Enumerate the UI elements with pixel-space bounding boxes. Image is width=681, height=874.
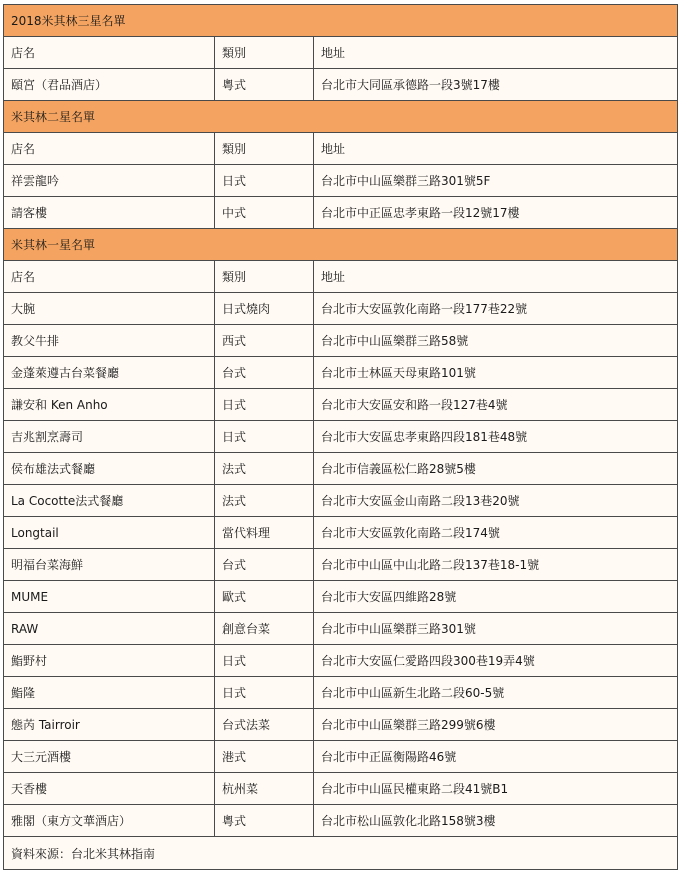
restaurant-address: 台北市中山區樂群三路299號6樓 [314, 709, 678, 741]
restaurant-address: 台北市中山區中山北路二段137巷18-1號 [314, 549, 678, 581]
restaurant-address: 台北市大安區忠孝東路四段181巷48號 [314, 421, 678, 453]
restaurant-name: 雅閣（東方文華酒店） [4, 805, 215, 837]
restaurant-category: 杭州菜 [215, 773, 314, 805]
restaurant-category: 粵式 [215, 805, 314, 837]
restaurant-name: 侯布雄法式餐廳 [4, 453, 215, 485]
table-row [4, 773, 678, 805]
column-header-address: 地址 [314, 261, 678, 293]
restaurant-category: 日式 [215, 165, 314, 197]
table-body [4, 5, 678, 870]
restaurant-address: 台北市士林區天母東路101號 [314, 357, 678, 389]
table-row [4, 453, 678, 485]
michelin-list-container [3, 4, 677, 870]
table-row [4, 357, 678, 389]
section-header-row [4, 5, 678, 37]
table-row [4, 709, 678, 741]
restaurant-address: 台北市中山區樂群三路58號 [314, 325, 678, 357]
restaurant-address: 台北市大同區承德路一段3號17樓 [314, 69, 678, 101]
table-row [4, 325, 678, 357]
table-row [4, 581, 678, 613]
table-row [4, 197, 678, 229]
table-row [4, 421, 678, 453]
restaurant-name: 天香樓 [4, 773, 215, 805]
section-header-row [4, 101, 678, 133]
restaurant-address: 台北市大安區四維路28號 [314, 581, 678, 613]
restaurant-category: 法式 [215, 485, 314, 517]
column-header-name: 店名 [4, 261, 215, 293]
restaurant-address: 台北市中山區民權東路二段41號B1 [314, 773, 678, 805]
restaurant-name: Longtail [4, 517, 215, 549]
restaurant-name: 教父牛排 [4, 325, 215, 357]
restaurant-address: 台北市大安區金山南路二段13巷20號 [314, 485, 678, 517]
table-row [4, 69, 678, 101]
section-title: 米其林一星名單 [4, 229, 678, 261]
michelin-list-table [3, 4, 678, 870]
restaurant-address: 台北市中正區忠孝東路一段12號17樓 [314, 197, 678, 229]
section-title: 米其林二星名單 [4, 101, 678, 133]
section-header-row [4, 229, 678, 261]
table-row [4, 485, 678, 517]
restaurant-category: 日式燒肉 [215, 293, 314, 325]
restaurant-address: 台北市中山區樂群三路301號5F [314, 165, 678, 197]
table-row [4, 549, 678, 581]
table-row [4, 677, 678, 709]
restaurant-name: 鮨野村 [4, 645, 215, 677]
column-header-category: 類別 [215, 261, 314, 293]
column-header-category: 類別 [215, 37, 314, 69]
restaurant-name: 大三元酒樓 [4, 741, 215, 773]
restaurant-name: 大腕 [4, 293, 215, 325]
restaurant-category: 粵式 [215, 69, 314, 101]
restaurant-name: 明福台菜海鮮 [4, 549, 215, 581]
restaurant-category: 台式法菜 [215, 709, 314, 741]
column-header-row [4, 133, 678, 165]
restaurant-category: 日式 [215, 645, 314, 677]
restaurant-address: 台北市大安區安和路一段127巷4號 [314, 389, 678, 421]
restaurant-category: 港式 [215, 741, 314, 773]
restaurant-category: 法式 [215, 453, 314, 485]
restaurant-name: RAW [4, 613, 215, 645]
column-header-name: 店名 [4, 133, 215, 165]
restaurant-address: 台北市中山區樂群三路301號 [314, 613, 678, 645]
restaurant-category: 台式 [215, 549, 314, 581]
restaurant-category: 日式 [215, 389, 314, 421]
table-row [4, 517, 678, 549]
column-header-row [4, 37, 678, 69]
restaurant-category: 當代料理 [215, 517, 314, 549]
restaurant-category: 日式 [215, 677, 314, 709]
table-row [4, 293, 678, 325]
restaurant-name: 鮨隆 [4, 677, 215, 709]
restaurant-category: 西式 [215, 325, 314, 357]
restaurant-name: 金蓬萊遵古台菜餐廳 [4, 357, 215, 389]
restaurant-address: 台北市松山區敦化北路158號3樓 [314, 805, 678, 837]
restaurant-category: 創意台菜 [215, 613, 314, 645]
restaurant-address: 台北市大安區敦化南路一段177巷22號 [314, 293, 678, 325]
restaurant-name: 態芮 Tairroir [4, 709, 215, 741]
restaurant-name: 吉兆割烹壽司 [4, 421, 215, 453]
table-row [4, 741, 678, 773]
restaurant-address: 台北市大安區敦化南路二段174號 [314, 517, 678, 549]
restaurant-name: 請客樓 [4, 197, 215, 229]
column-header-name: 店名 [4, 37, 215, 69]
restaurant-category: 日式 [215, 421, 314, 453]
restaurant-name: La Cocotte法式餐廳 [4, 485, 215, 517]
restaurant-address: 台北市中山區新生北路二段60-5號 [314, 677, 678, 709]
source-note: 資料來源：台北米其林指南 [4, 837, 678, 870]
restaurant-address: 台北市信義區松仁路28號5樓 [314, 453, 678, 485]
column-header-address: 地址 [314, 37, 678, 69]
restaurant-name: 謙安和 Ken Anho [4, 389, 215, 421]
source-row [4, 837, 678, 870]
restaurant-address: 台北市大安區仁愛路四段300巷19弄4號 [314, 645, 678, 677]
column-header-row [4, 261, 678, 293]
table-row [4, 645, 678, 677]
section-title: 2018米其林三星名單 [4, 5, 678, 37]
restaurant-address: 台北市中正區衡陽路46號 [314, 741, 678, 773]
restaurant-name: 頤宮（君品酒店） [4, 69, 215, 101]
table-row [4, 165, 678, 197]
table-row [4, 613, 678, 645]
restaurant-name: 祥雲龍吟 [4, 165, 215, 197]
table-row [4, 805, 678, 837]
restaurant-category: 台式 [215, 357, 314, 389]
table-row [4, 389, 678, 421]
column-header-address: 地址 [314, 133, 678, 165]
column-header-category: 類別 [215, 133, 314, 165]
restaurant-name: MUME [4, 581, 215, 613]
restaurant-category: 中式 [215, 197, 314, 229]
restaurant-category: 歐式 [215, 581, 314, 613]
